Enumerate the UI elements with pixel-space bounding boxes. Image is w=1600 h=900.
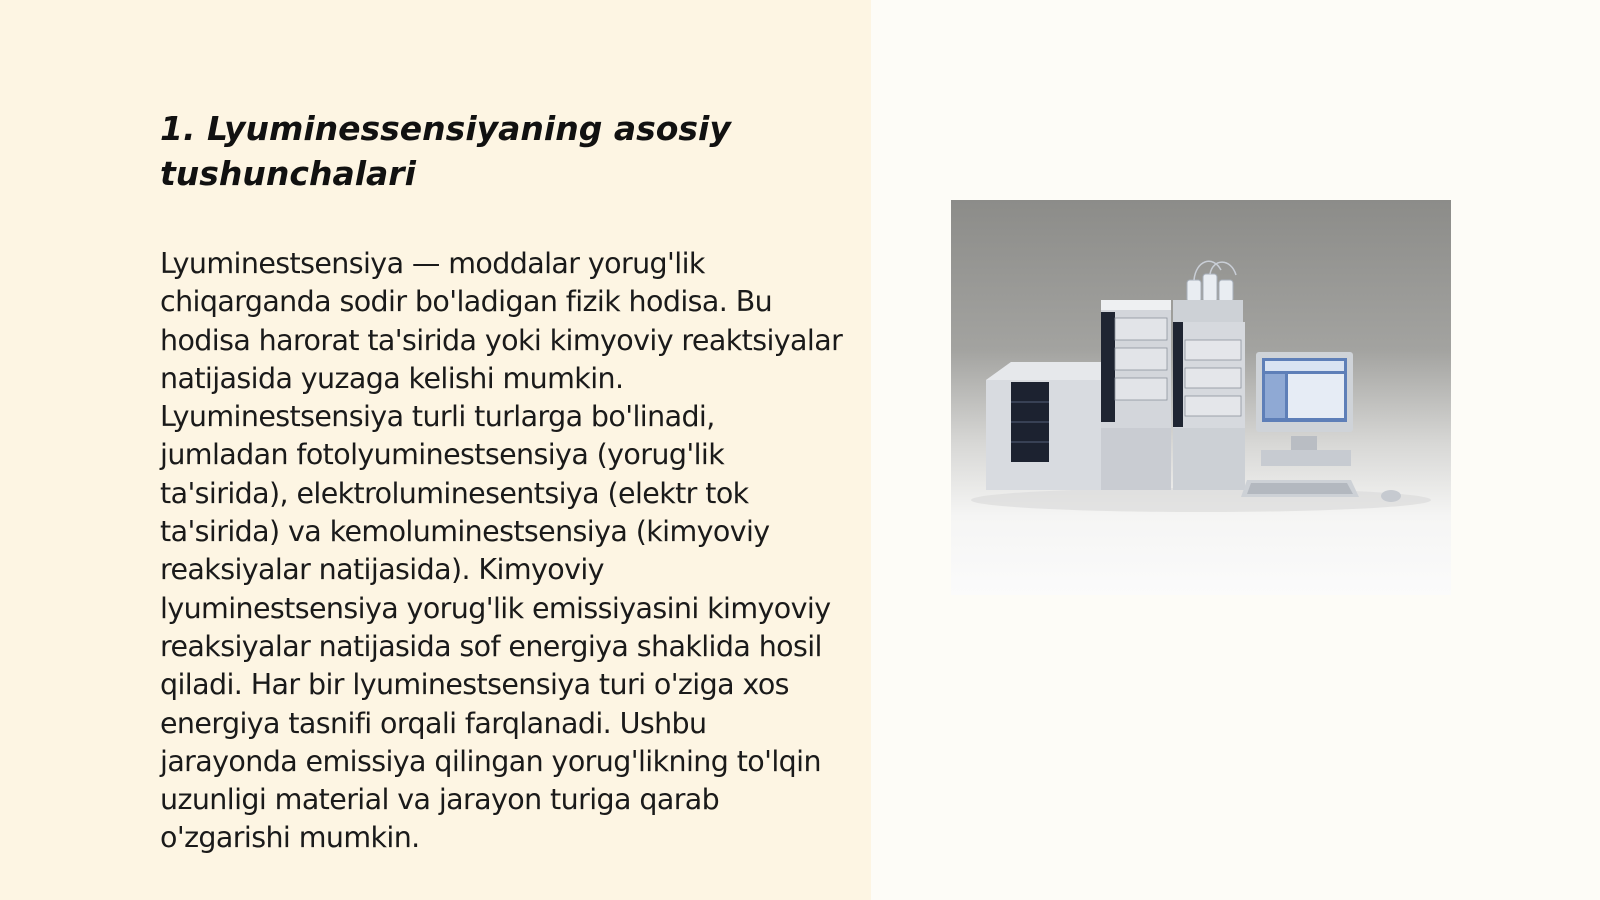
slide-body-text: Lyuminestsensiya — moddalar yorug'lik chiqarganda sodir bo'ladigan fizik hodisa. Bu hodisa harorat ta'sirida yoki kimyoviy reaktsiyalar natijasida yuzaga kelishi mumkin. Lyuminestsensiya turli turlarga bo'linadi, jumladan fotolyuminestsensiya (yorug'lik ta'sirida), elektroluminesentsiya (elektr tok ta'sirida) va kemoluminestsensiya (kimyoviy reaksiyalar natijasida). Kimyoviy lyuminestsensiya yorug'lik emissiyasini kimyoviy reaksiyalar natijasida sof energiya shaklida hosil qiladi. Har bir lyuminestsensiya turi o'ziga xos energiya tasnifi orqali farqlanadi. Ushbu jarayonda emissiya qilingan yorug'likning to'lqin uzunligi material va jarayon turiga qarab o'zgarishi mumkin. [160,247,843,855]
instrument-illustration [951,200,1451,595]
hplc-instrument-photo [951,200,1451,595]
slide-title: 1. Lyuminessensiyaning asosiy tushunchalari [160,109,731,193]
